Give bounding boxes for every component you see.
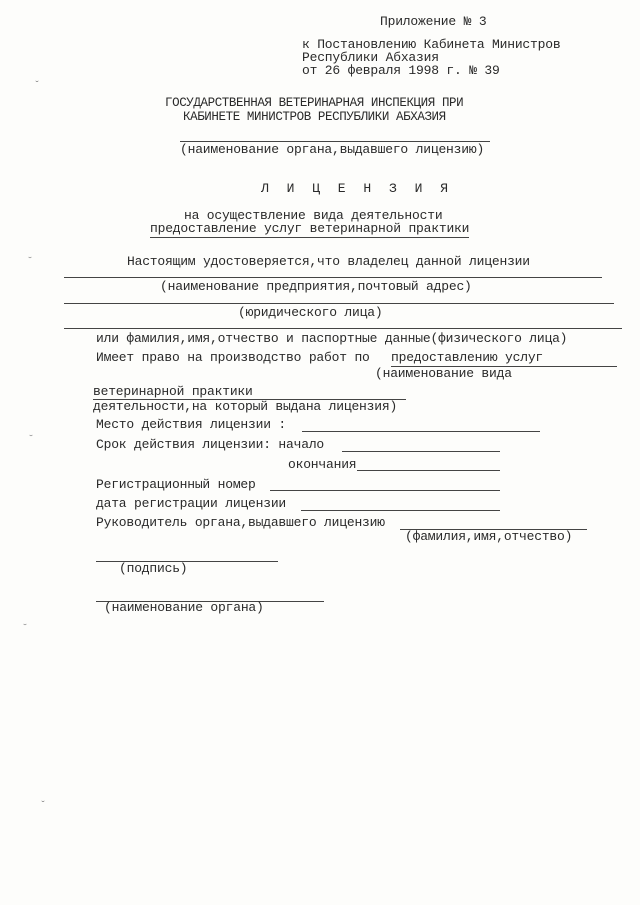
appendix-decree: к Постановлению Кабинета Министров [302,37,561,52]
reg-date-field-line [301,510,500,511]
term-start-field-line [342,451,500,452]
margin-mark-4: ˘ [22,624,29,635]
license-subtitle-2: предоставление услуг ветеринарной практики [150,221,470,236]
enterprise-field-line [64,277,602,278]
margin-mark-5: ˇ [40,801,47,812]
head-label: Руководитель органа,выдавшего лицензию [96,515,385,530]
authority-caption: (наименование органа,выдавшего лицензию) [180,142,485,157]
appendix-date: от 26 февраля 1998 г. № 39 [302,63,500,78]
fio-caption: (фамилия,имя,отчество) [405,529,573,544]
right-to-work-value-2: ветеринарной практики [93,384,253,399]
enterprise-caption: (наименование предприятия,почтовый адрес) [160,279,472,294]
reg-date-label: дата регистрации лицензии [96,496,287,511]
margin-mark-3: ˘ [28,435,35,446]
right-to-work-prefix: Имеет право на производство работ по [96,350,370,365]
authority-line-1: ГОСУДАРСТВЕННАЯ ВЕТЕРИНАРНАЯ ИНСПЕКЦИЯ ПРИ [165,96,464,110]
person-field-line [64,328,622,329]
place-field-line [302,431,540,432]
address-field-line [64,303,614,304]
appendix-number: Приложение № 3 [380,14,487,29]
organ-caption: (наименование органа) [104,600,264,615]
margin-mark-1: ˇ [34,81,41,92]
place-label: Место действия лицензии : [96,417,287,432]
activity-caption: деятельности,на который выдана лицензия) [93,399,398,414]
authority-line-2: КАБИНЕТЕ МИНИСТРОВ РЕСПУБЛИКИ АБХАЗИЯ [183,110,446,124]
license-title: Л И Ц Е Н З И Я [261,181,454,196]
legal-entity-caption: (юридического лица) [238,305,383,320]
term-end-field-line [357,470,500,471]
certify-text: Настоящим удостоверяется,что владелец данной лицензии [127,254,530,269]
activity-kind-caption: (наименование вида [375,366,512,381]
reg-number-label: Регистрационный номер [96,477,256,492]
term-end-label: окончания [288,457,357,472]
appendix-republic: Республики Абхазия [302,50,439,65]
signature-caption: (подпись) [119,561,188,576]
margin-mark-2: ˘ [27,257,34,268]
right-to-work-value: предоставлению услуг [391,350,544,365]
term-start-label: Срок действия лицензии: начало [96,437,325,452]
reg-number-field-line [270,490,500,491]
license-subtitle-1: на осуществление вида деятельности [184,208,443,223]
physical-person-caption: или фамилия,имя,отчество и паспортные данные(физического лица) [96,331,568,346]
